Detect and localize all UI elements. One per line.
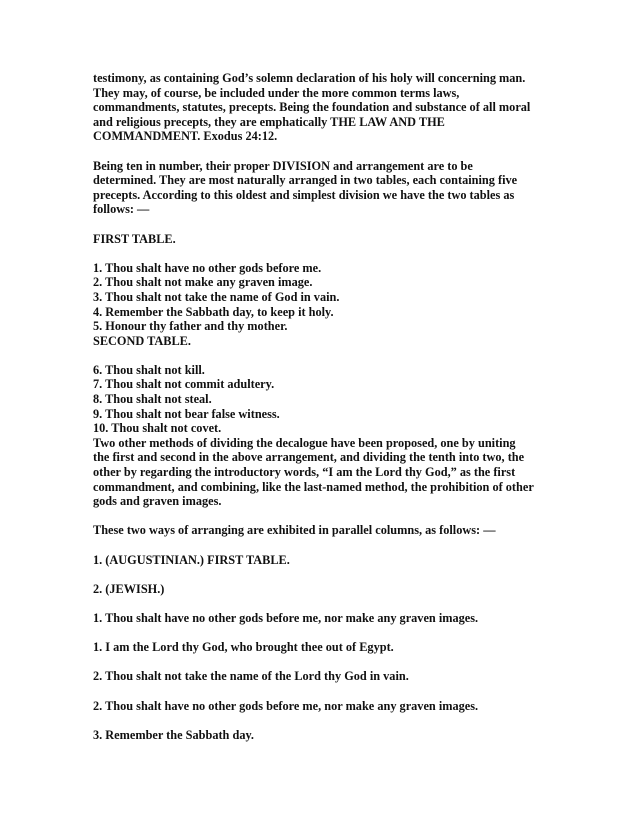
augustinian-second [93, 669, 553, 684]
second-table-commandments [93, 363, 553, 509]
paragraph-spacer [93, 684, 553, 699]
parallel-columns-intro [93, 523, 553, 538]
text-line: 1. Thou shalt have no other gods before me. [93, 260, 322, 275]
text-line: 1. I am the Lord thy God, who brought thee out of Egypt. [93, 640, 394, 655]
text-line: These two ways of arranging are exhibited in parallel columns, as follows: — [93, 523, 496, 538]
paragraph-spacer [93, 567, 553, 582]
text-line: the first and second in the above arrangement, and dividing the tenth into two, the [93, 450, 525, 465]
text-line: 4. Remember the Sabbath day, to keep it holy. [93, 304, 334, 319]
paragraph-spacer [93, 144, 553, 159]
text-line: 1. Thou shalt have no other gods before me, nor make any graven images. [93, 610, 479, 625]
text-line: commandment, and combining, like the last-named method, the prohibition of other [93, 479, 534, 494]
text-line: 6. Thou shalt not kill. [93, 362, 205, 377]
text-line: SECOND TABLE. [93, 333, 191, 348]
text-line: and religious precepts, they are emphatically THE LAW AND THE [93, 114, 445, 129]
paragraph-spacer [93, 713, 553, 728]
text-line: 1. (AUGUSTINIAN.) FIRST TABLE. [93, 552, 290, 567]
text-line: commandments, statutes, precepts. Being the foundation and substance of all moral [93, 100, 531, 115]
text-line: They may, of course, be included under the more common terms laws, [93, 85, 460, 100]
paragraph-spacer [93, 655, 553, 670]
text-line: 10. Thou shalt not covet. [93, 421, 222, 436]
text-line: determined. They are most naturally arranged in two tables, each containing five [93, 173, 518, 188]
text-line: testimony, as containing God’s solemn declaration of his holy will concerning man. [93, 71, 526, 85]
text-line: 2. Thou shalt not make any graven image. [93, 275, 313, 290]
text-line: FIRST TABLE. [93, 231, 176, 246]
jewish-second [93, 699, 553, 714]
text-line: gods and graven images. [93, 494, 222, 509]
text-line: precepts. According to this oldest and simplest division we have the two tables as [93, 187, 515, 202]
text-line: 7. Thou shalt not commit adultery. [93, 377, 275, 392]
paragraph-spacer [93, 509, 553, 524]
paragraph-spacer [93, 246, 553, 261]
augustinian-heading [93, 553, 553, 568]
jewish-first [93, 640, 553, 655]
intro-paragraph [93, 71, 553, 144]
text-line: other by regarding the introductory words, “I am the Lord thy God,” as the first [93, 465, 516, 480]
paragraph-spacer [93, 626, 553, 641]
text-line: Being ten in number, their proper DIVISION and arrangement are to be [93, 158, 473, 173]
first-table-heading [93, 232, 553, 247]
paragraph-spacer [93, 538, 553, 553]
text-line: 2. Thou shalt have no other gods before me, nor make any graven images. [93, 698, 479, 713]
text-line: follows: — [93, 202, 150, 217]
text-line: 2. (JEWISH.) [93, 581, 165, 596]
paragraph-spacer [93, 596, 553, 611]
paragraph-spacer [93, 348, 553, 363]
text-line: 2. Thou shalt not take the name of the Lord thy God in vain. [93, 669, 409, 684]
division-paragraph [93, 159, 553, 217]
text-line: COMMANDMENT. Exodus 24:12. [93, 129, 278, 144]
augustinian-third [93, 728, 553, 743]
jewish-heading [93, 582, 553, 597]
paragraph-spacer [93, 217, 553, 232]
document-page [93, 71, 553, 742]
text-line: 5. Honour thy father and thy mother. [93, 319, 288, 334]
augustinian-first [93, 611, 553, 626]
text-line: Two other methods of dividing the decalogue have been proposed, one by uniting [93, 435, 516, 450]
text-line: 8. Thou shalt not steal. [93, 392, 212, 407]
text-line: 9. Thou shalt not bear false witness. [93, 406, 280, 421]
first-table-commandments [93, 261, 553, 349]
text-line: 3. Thou shalt not take the name of God in vain. [93, 289, 340, 304]
text-line: 3. Remember the Sabbath day. [93, 727, 255, 742]
